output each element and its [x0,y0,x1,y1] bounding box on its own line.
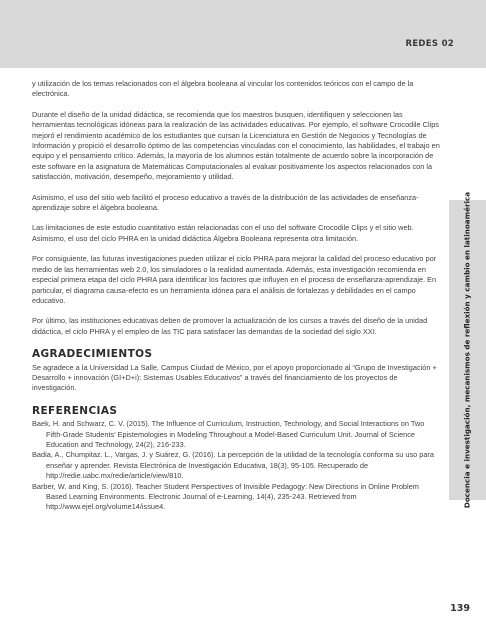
page-number: 139 [450,603,470,614]
paragraph: Por último, las instituciones educativas deben de promover la actualización de los cursos a través del diseño de la unidad didáctica, el ciclo PHRA y el empleo de las TIC para satisfacer las demandas de la sociedad del siglo XXI. [32,316,428,336]
paragraph: y utilización de los temas relacionados con el álgebra booleana al vincular los contenidos teóricos con el campo de la electrónica. [32,79,414,99]
paragraph: Por consiguiente, las futuras investigaciones pueden utilizar el ciclo PHRA para mejorar la calidad del proceso educativo por medio de las herramientas web 2.0, los simuladores o la realidad aumentada. Además, esta investigación recomienda en especial primera etapa del ciclo PHRA para identificar los factores que influyen en el proceso de enseñanza-aprendizaje. En particular, el diagrama causa-efecto es un herramienta idónea para el análisis de fortalezas y debilidades en el campo educativo. [32,254,437,305]
header-bar [0,0,486,68]
paragraph: Durante el diseño de la unidad didáctica, se recomienda que los maestros busquen, identifiquen y seleccionen las herramientas tecnológicas idóneas para la realización de las actividades educativas. Por ejemplo, el software Crocodile Clips mejoró el rendimiento académico de los estudiantes que cursan la Licenciatura en Gestión de Negocios y Tecnologías de Información y propició el desarrollo óptimo de las competencias vinculadas con el conocimiento, las habilidades, el trabajo en equipo y el pensamiento crítico. Además, la mayoría de los alumnos están totalmente de acuerdo sobre la incorporación de este software en la asignatura de Matemáticas Computacionales al evaluar positivamente los aspectos relacionados con la satisfacción, motivación, desempeño, mejoramiento y utilidad. [32,109,440,182]
reference-item: Baek, H. and Schwarz, C. V. (2015). The Influence of Curriculum, Instruction, Technology, and Social Interactions on Two Fifth-Grade Students’ Epistemologies in Modeling Throughout a Model-Based Curriculum Unit. Journal of Science Education and Technology, 24(2), 216-233. [32,419,425,449]
reference-item: Badia, A., Chumpitaz. L., Vargas, J. y Suárez, G. (2016). La percepción de la utilidad de la tecnología conforma su uso para enseñar y aprender. Revista Electrónica de Investigación Educativa, 18(3), 95-105. Recuperado de http://redie.uabc.mx/redie/article/view/810. [32,450,434,481]
body-content [32,79,440,513]
paragraph: Asimismo, el uso del sitio web facilitó el proceso educativo a través de la distribución de las actividades de enseñanza-aprendizaje sobre el álgebra booleana. [32,192,419,213]
running-header: REDES 02 [405,39,454,49]
side-tab-text: Docencia e investigación, mecanismos de reflexión y cambio en latinoamérica [462,191,472,509]
acknowledgements-text: Se agradece a la Universidad La Salle, Campus Ciudad de México, por el apoyo proporcionado al “Grupo de Investigación + Desarrollo + innovación (GI+D+i): Sistemas Usables Educativos” a través del financiamiento de los proyectos de investigación. [32,362,437,393]
reference-item: Barber, W. and King, S. (2016). Teacher Student Perspectives of Invisible Pedagogy: New Directions in Online Problem Based Learning Environments. Electronic Journal of e-Learning, 14(4), 235-243. Retrieved from http://www.ejel.org/volume14/issue4. [32,481,419,512]
acknowledgements-heading: AGRADECIMIENTOS [32,348,153,361]
paragraph: Las limitaciones de este estudio cuantitativo están relacionadas con el uso del software Crocodile Clips y el sitio web. Asimismo, el uso del ciclo PHRA en la unidad didáctica Álgebra Booleana representa otra limitación. [32,223,414,243]
references-list [32,419,440,513]
references-heading: REFERENCIAS [32,404,118,417]
